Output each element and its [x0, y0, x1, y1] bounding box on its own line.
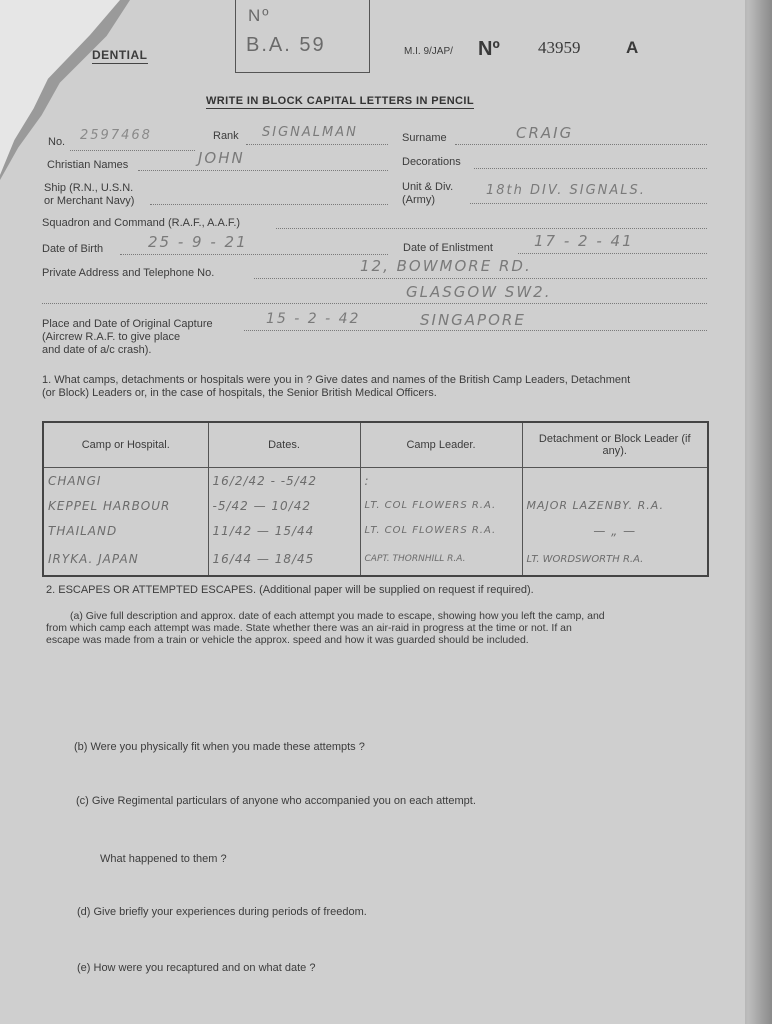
ship-line — [150, 204, 388, 205]
capture-label — [42, 318, 213, 357]
christian-names-line — [138, 170, 388, 171]
capture-line — [244, 330, 707, 331]
question1-line1: 1. What camps, detachments or hospitals were you in ? Give dates and names of the British Camp Leaders, Detachment — [42, 374, 631, 386]
no-line — [70, 150, 195, 151]
ship-label-line1: Ship (R.N., U.S.N. — [44, 182, 134, 194]
enlistment-value: 17 - 2 - 41 — [534, 232, 634, 250]
enlistment-label: Date of Enlistment — [403, 242, 493, 254]
squadron-line — [276, 228, 707, 229]
question2a-line1: (a) Give full description and approx. date of each attempt you made to escape, showing how you left the camp, and — [70, 610, 605, 622]
christian-names-value: JOHN — [198, 149, 245, 167]
no-label: No. — [48, 136, 66, 148]
table-cell: CHANGI — [43, 468, 208, 494]
decorations-label: Decorations — [402, 156, 461, 168]
table-cell: LT. COL FLOWERS R.A. — [360, 493, 522, 518]
camps-table — [42, 421, 709, 577]
capture-date: 15 - 2 - 42 — [266, 311, 361, 327]
table-cell: CAPT. THORNHILL R.A. — [360, 543, 522, 576]
table-row — [43, 493, 708, 518]
form-suffix: A — [626, 38, 639, 57]
column-header-camp-leader: Camp Leader. — [360, 422, 522, 468]
address-line-1 — [254, 278, 707, 279]
question2a-line2: from which camp each attempt was made. State whether there was an air-raid in progress at the time or not. If an — [46, 622, 572, 634]
surname-value: CRAIG — [516, 124, 574, 142]
address-label: Private Address and Telephone No. — [42, 267, 215, 279]
capture-label-line1: Place and Date of Original Capture — [42, 318, 213, 330]
table-cell: : — [360, 468, 522, 494]
table-cell: -5/42 — 10/42 — [208, 493, 360, 518]
instruction-heading: WRITE IN BLOCK CAPITAL LETTERS IN PENCIL — [206, 95, 474, 107]
question1-text — [42, 374, 630, 400]
question2c-followup: What happened to them ? — [100, 853, 227, 865]
address-line2: GLASGOW SW2. — [406, 283, 552, 301]
service-number: 2597468 — [80, 128, 152, 143]
surname-line — [455, 144, 707, 145]
ship-label-line2: or Merchant Navy) — [44, 195, 135, 207]
column-header-camp: Camp or Hospital. — [43, 422, 208, 468]
dob-value: 25 - 9 - 21 — [148, 233, 248, 251]
number-symbol: Nº — [478, 38, 500, 60]
question2-title: 2. ESCAPES OR ATTEMPTED ESCAPES. (Additional paper will be supplied on request if required). — [46, 584, 534, 596]
question1-line2: (or Block) Leaders or, in the case of hospitals, the Senior British Medical Officers. — [42, 387, 437, 399]
question2d-text: (d) Give briefly your experiences during periods of freedom. — [77, 906, 367, 918]
confidential-marking: DENTIAL — [92, 48, 148, 62]
surname-label: Surname — [402, 132, 447, 144]
dob-line — [120, 254, 388, 255]
table-cell: 16/44 — 18/45 — [208, 543, 360, 576]
table-cell: THAILAND — [43, 518, 208, 543]
ship-label — [44, 182, 134, 208]
capture-label-line2: (Aircrew R.A.F. to give place — [42, 331, 181, 343]
table-cell: 16/2/42 - -5/42 — [208, 468, 360, 494]
question2e-text: (e) How were you recaptured and on what date ? — [77, 962, 316, 974]
table-cell: IRYKA. JAPAN — [43, 543, 208, 576]
table-cell: 11/42 — 15/44 — [208, 518, 360, 543]
table-cell: LT. COL FLOWERS R.A. — [360, 518, 522, 543]
unit-label-line1: Unit & Div. — [402, 181, 454, 193]
stamp-number-symbol: Nº — [248, 6, 271, 25]
unit-value: 18th DIV. SIGNALS. — [486, 183, 646, 198]
question2a-text — [46, 610, 605, 646]
unit-label-line2: (Army) — [402, 194, 435, 206]
column-header-dates: Dates. — [208, 422, 360, 468]
table-row — [43, 543, 708, 576]
address-line1: 12, BOWMORE RD. — [360, 257, 532, 275]
form-number: 43959 — [538, 38, 581, 57]
rank-line — [246, 144, 388, 145]
rank-label: Rank — [213, 130, 239, 142]
rank-value: SIGNALMAN — [262, 125, 358, 140]
capture-label-line3: and date of a/c crash). — [42, 344, 152, 356]
table-cell: KEPPEL HARBOUR — [43, 493, 208, 518]
unit-line — [470, 203, 707, 204]
form-reference: M.I. 9/JAP/ — [404, 46, 453, 57]
dob-label: Date of Birth — [42, 243, 104, 255]
address-line-2 — [42, 303, 707, 304]
christian-names-label: Christian Names — [47, 159, 129, 171]
decorations-line — [474, 168, 707, 169]
capture-place: SINGAPORE — [420, 311, 526, 329]
enlistment-line — [518, 253, 707, 254]
squadron-label: Squadron and Command (R.A.F., A.A.F.) — [42, 217, 241, 229]
table-row — [43, 518, 708, 543]
question2c-text: (c) Give Regimental particulars of anyone who accompanied you on each attempt. — [76, 795, 476, 807]
table-cell — [522, 468, 708, 494]
question2b-text: (b) Were you physically fit when you made these attempts ? — [74, 741, 365, 753]
question2a-line3: escape was made from a train or vehicle the approx. speed and how it was guarded should be included. — [46, 634, 529, 646]
table-row — [43, 468, 708, 494]
unit-label — [402, 181, 453, 207]
table-cell: LT. WORDSWORTH R.A. — [526, 553, 644, 565]
table-cell: MAJOR LAZENBY. R.A. — [526, 499, 664, 512]
table-cell: — „ — — [593, 523, 637, 538]
table-header-row — [43, 422, 708, 468]
stamp-reference: B.A. 59 — [246, 34, 326, 56]
column-header-detachment-leader: Detachment or Block Leader (if any). — [522, 422, 708, 468]
